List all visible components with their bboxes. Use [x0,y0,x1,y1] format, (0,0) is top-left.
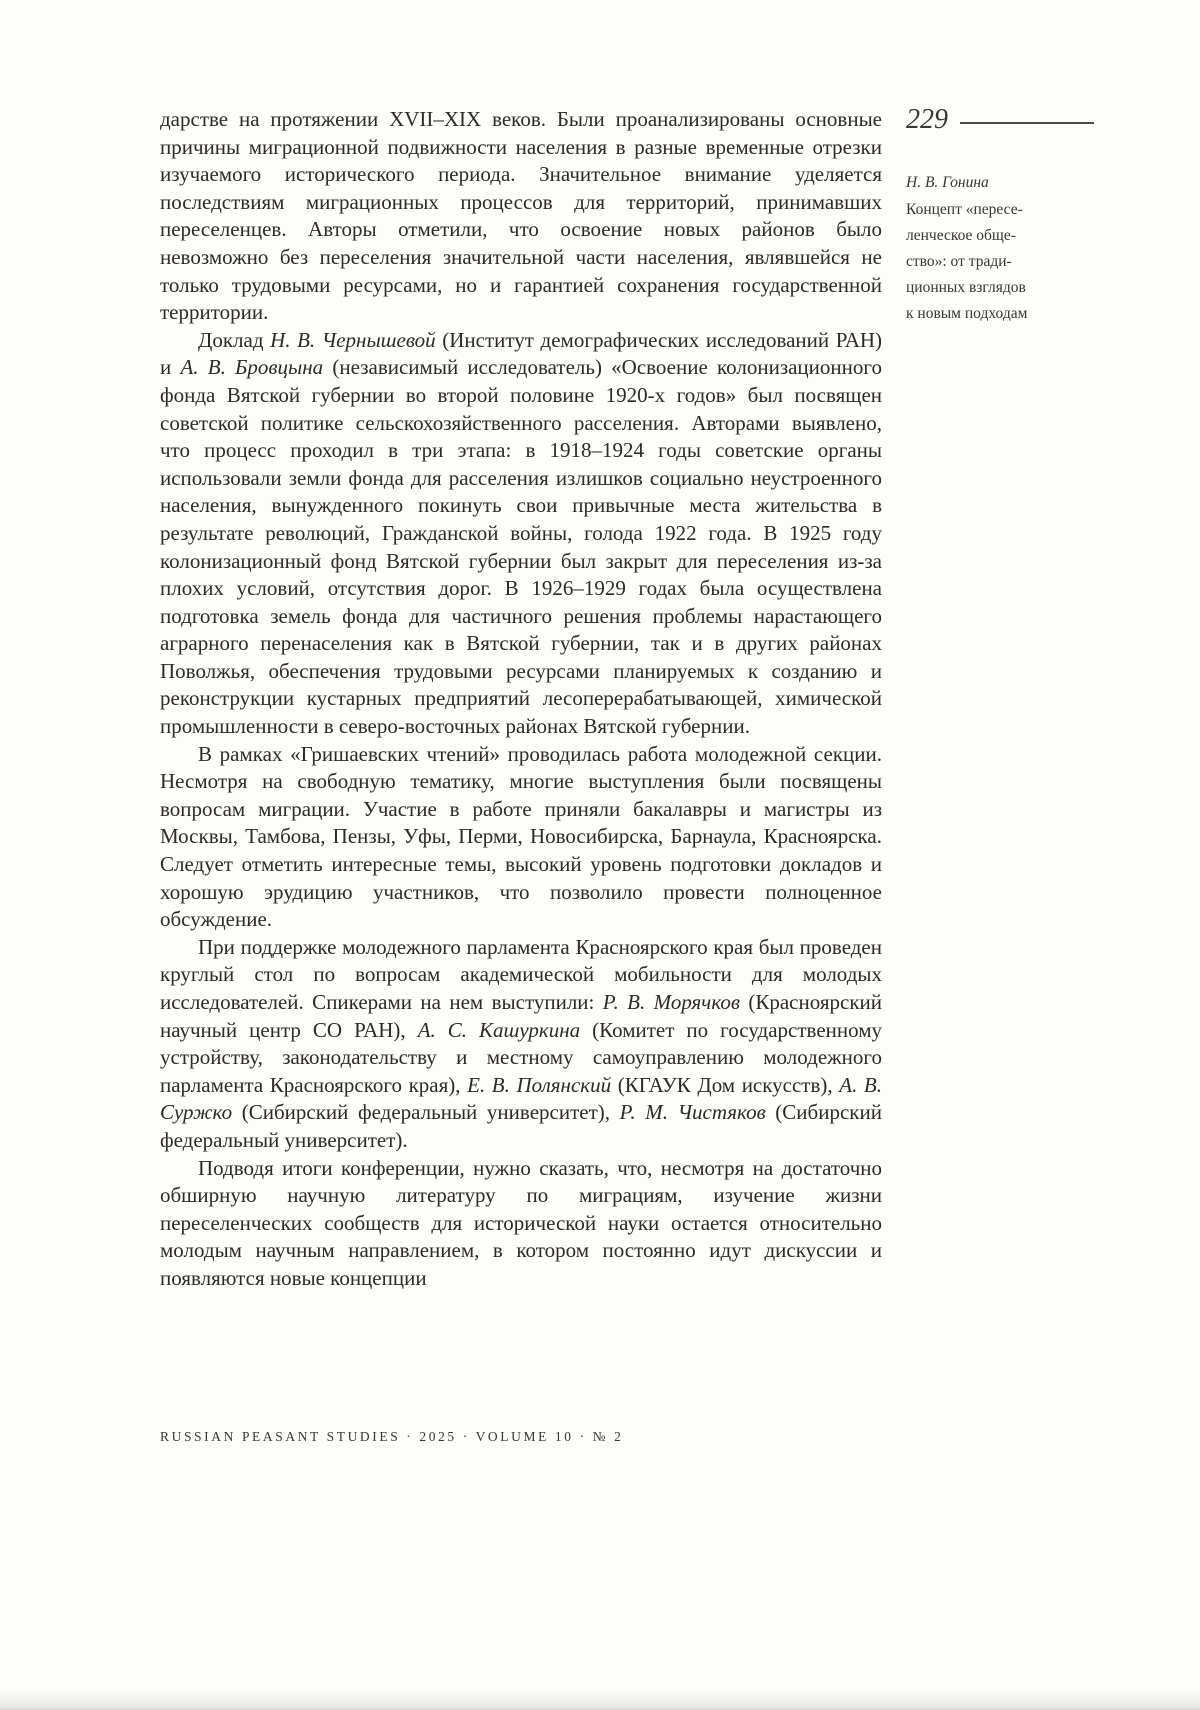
paragraph: дарстве на протяжении XVII–XIX веков. Были проанализированы основные причины миграционной подвижности населения в разные временные отрезки изучаемого исторического периода. Значительное внимание уделяется последствиям миграционных процессов для территорий, принимавших переселенцев. Авторы отметили, что освоение новых районов было невозможно без переселения значительной части населения, являвшейся не только трудовыми ресурсами, но и гарантией сохранения государственной территории. [160,107,882,325]
running-head-title-line: к новым подходам [906,305,1028,322]
page-number-row [906,106,1094,134]
page-edge-shadow [0,1688,1200,1710]
page-number: 229 [906,104,948,135]
article-body [160,106,882,1293]
paragraph: Подводя итоги конференции, нужно сказать, что, несмотря на достаточно обширную научную литературу по миграциям, изучение жизни переселенческих сообществ для исторической науки остается относительно молодым научным направлением, в котором постоянно идут дискуссии и появляются новые концепции [160,1155,882,1290]
running-head-title-line: ленческое обще- [906,227,1016,244]
running-head-title-line: Концепт «пересе- [906,201,1023,218]
paragraph: В рамках «Гришаевских чтений» проводилась работа молодежной секции. Несмотря на свободную тематику, многие выступления были посвящены вопросам миграции. Участие в работе приняли бакалавры и магистры из Москвы, Тамбова, Пензы, Уфы, Перми, Новосибирска, Барнаула, Красноярска. Следует отметить интересные темы, высокий уровень подготовки докладов и хорошую эрудицию участников, что позволило провести полноценное обсуждение. [160,741,882,932]
paragraph: Доклад Н. В. Чернышевой (Институт демографических исследований РАН) и А. В. Бровцына (независимый исследователь) «Освоение колонизационного фонда Вятской губернии во второй половине 1920-х годов» был посвящен советской политике сельскохозяйственного расселения. Авторами выявлено, что процесс проходил в три этапа: в 1918–1924 годы советские органы использовали земли фонда для расселения излишков социально неустроенного населения, вынужденного покинуть свои привычные места жительства в результате революций, Гражданской войны, голода 1922 года. В 1925 году колонизационный фонд Вятской губернии был закрыт для переселения из-за плохих условий, отсутствия дорог. В 1926–1929 годах была осуществлена подготовка земель фонда для частичного решения проблемы нарастающего аграрного перенаселения как в Вятской губернии, так и в других районах Поволжья, обеспечения трудовыми ресурсами планируемых к созданию и реконструкции кустарных предприятий лесоперерабатывающей, химической промышленности в северо-восточных районах Вятской губернии. [160,327,883,739]
journal-footer: RUSSIAN PEASANT STUDIES · 2025 · VOLUME 10 · № 2 [160,1429,624,1444]
running-head-title [906,197,1082,327]
running-head-author: Н. В. Гонина [906,174,989,191]
running-head-title-line: ство»: от тради- [906,253,1012,270]
paragraph: При поддержке молодежного парламента Красноярского края был проведен круглый стол по вопросам академической мобильности для молодых исследователей. Спикерами на нем выступили: Р. В. Морячков (Красноярский научный центр СО РАН), А. С. Кашуркина (Комитет по государственному устройству, законодательству и местному самоуправлению молодежного парламента Красноярского края), Е. В. Полянский (КГАУК Дом искусств), А. В. Суржко (Сибирский федеральный университет), Р. М. Чистяков (Сибирский федеральный университет). [160,934,883,1152]
running-head [906,170,1082,327]
page-number-rule [960,122,1094,124]
running-head-title-line: ционных взглядов [906,279,1026,296]
